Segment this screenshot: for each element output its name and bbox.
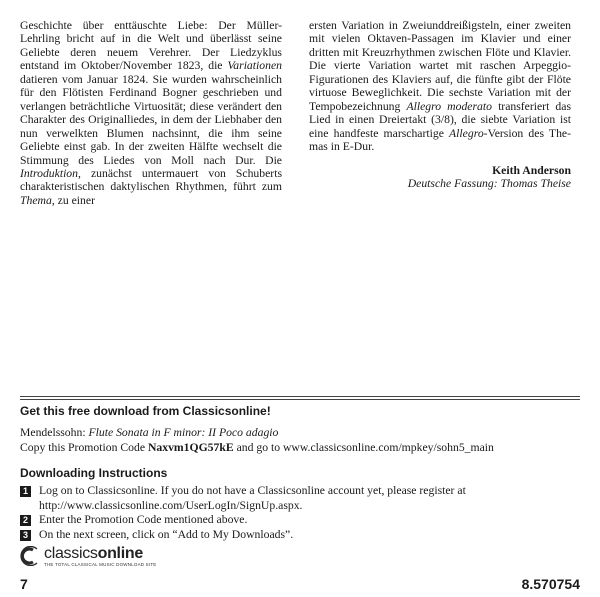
article-paragraph-left xyxy=(20,19,282,207)
download-instructions-title: Downloading Instructions xyxy=(20,466,168,480)
logo-word-classics: classics xyxy=(44,545,98,562)
step-number-badge: 1 xyxy=(20,486,31,497)
logo-word xyxy=(44,546,157,562)
step-number-badge: 3 xyxy=(20,530,31,541)
text-run: Geschichte über enttäuschte Liebe: Der Müller-Lehrling bricht auf in die Welt und überlässt seine Geliebte deren neuem Verehrer. Der Liedzyklus entstand im Oktober/November 1823, die xyxy=(20,19,282,73)
text-run: -Version des Themas in E-Dur. xyxy=(309,126,572,154)
author-credit: Keith Anderson xyxy=(492,163,571,177)
text-run: , zunächst untermauert von Schuberts charakteristischen daktylischen Rhythmen, führt zum xyxy=(20,166,282,194)
classicsonline-logo-icon xyxy=(20,546,42,566)
promo-work-line xyxy=(20,425,585,440)
italic-term-allegro-moderato: Allegro moderato xyxy=(406,99,492,113)
promo-work-title: Flute Sonata in F minor: II Poco adagio xyxy=(88,426,279,439)
article-column-left xyxy=(20,19,282,207)
promo-copy-prefix: Copy this Promotion Code xyxy=(20,441,148,454)
section-divider-top xyxy=(20,396,580,397)
promo-composer: Mendelssohn: xyxy=(20,426,89,439)
italic-term-variationen: Variationen xyxy=(227,59,282,73)
step-number-badge: 2 xyxy=(20,515,31,526)
promo-code[interactable]: Naxvm1QG57kE xyxy=(147,441,234,454)
catalogue-number: 8.570754 xyxy=(521,576,580,592)
logo-word-online: online xyxy=(97,545,143,562)
download-step xyxy=(20,513,585,528)
text-run: transferiert das Lied in einen Dreiertakt (3/8), die siebte Variation ist eine handfeste marschartige xyxy=(309,99,571,140)
text-run: ersten Variation in Zweiunddreißigsteln, einer zweiten mit vielen Oktaven-Passagen im Klavier und einer dritten mit Kreuzrhythmen zwischen Flöte und Klavier. Die vierte Variation wartet mit raschen Arpeggio-Figurationen des Klaviers auf, die fünfte gibt der Flöte virtuose Beweglichkeit. Die sechste Variation mit der Tempobezeichnung xyxy=(309,19,571,113)
promo-url[interactable]: and go to www.classicsonline.com/mpkey/sohn5_main xyxy=(233,441,494,454)
step-text[interactable]: Log on to Classicsonline. If you do not have a Classicsonline account yet, please register at http://www.classicsonline.com/UserLogIn/SignUp.aspx. xyxy=(39,484,466,512)
download-steps-list xyxy=(20,484,585,542)
text-run: datieren vom Januar 1824. Sie wurden wahrscheinlich für den Flötisten Ferdinand Bogner geschrieben und verlangen beträchtliche Virtuosität; diese verändert den Charakter des Originalliedes, in dem der Liebhaber den nun verwelkten Blumen nachsinnt, die ihm seine Geliebte einst gab. In der zweiten Hälfte wechselt die Stimmung des Liedes von Moll nach Dur. Die xyxy=(20,72,282,167)
step-text: Enter the Promotion Code mentioned above. xyxy=(39,513,248,527)
italic-term-thema: Thema xyxy=(20,193,52,207)
download-step xyxy=(20,484,585,513)
article-column-right xyxy=(309,19,571,190)
promo-code-line xyxy=(20,440,585,455)
article-paragraph-right xyxy=(309,19,571,154)
page-number: 7 xyxy=(20,576,28,592)
download-step xyxy=(20,528,585,543)
logo-tagline: THE TOTAL CLASSICAL MUSIC DOWNLOAD SITE xyxy=(44,562,157,567)
promo-section xyxy=(20,404,585,455)
classicsonline-logo xyxy=(20,546,157,568)
italic-term-allegro: Allegro xyxy=(449,126,484,140)
promo-title: Get this free download from Classicsonline! xyxy=(20,404,271,418)
italic-term-introduktion: Introduktion xyxy=(20,166,78,180)
translation-credit: Deutsche Fassung: Thomas Theise xyxy=(407,176,571,190)
logo-wordmark xyxy=(44,546,157,568)
text-run: , zu einer xyxy=(51,193,95,207)
section-divider-bottom xyxy=(20,399,580,400)
step-text: On the next screen, click on “Add to My Downloads”. xyxy=(39,527,294,541)
